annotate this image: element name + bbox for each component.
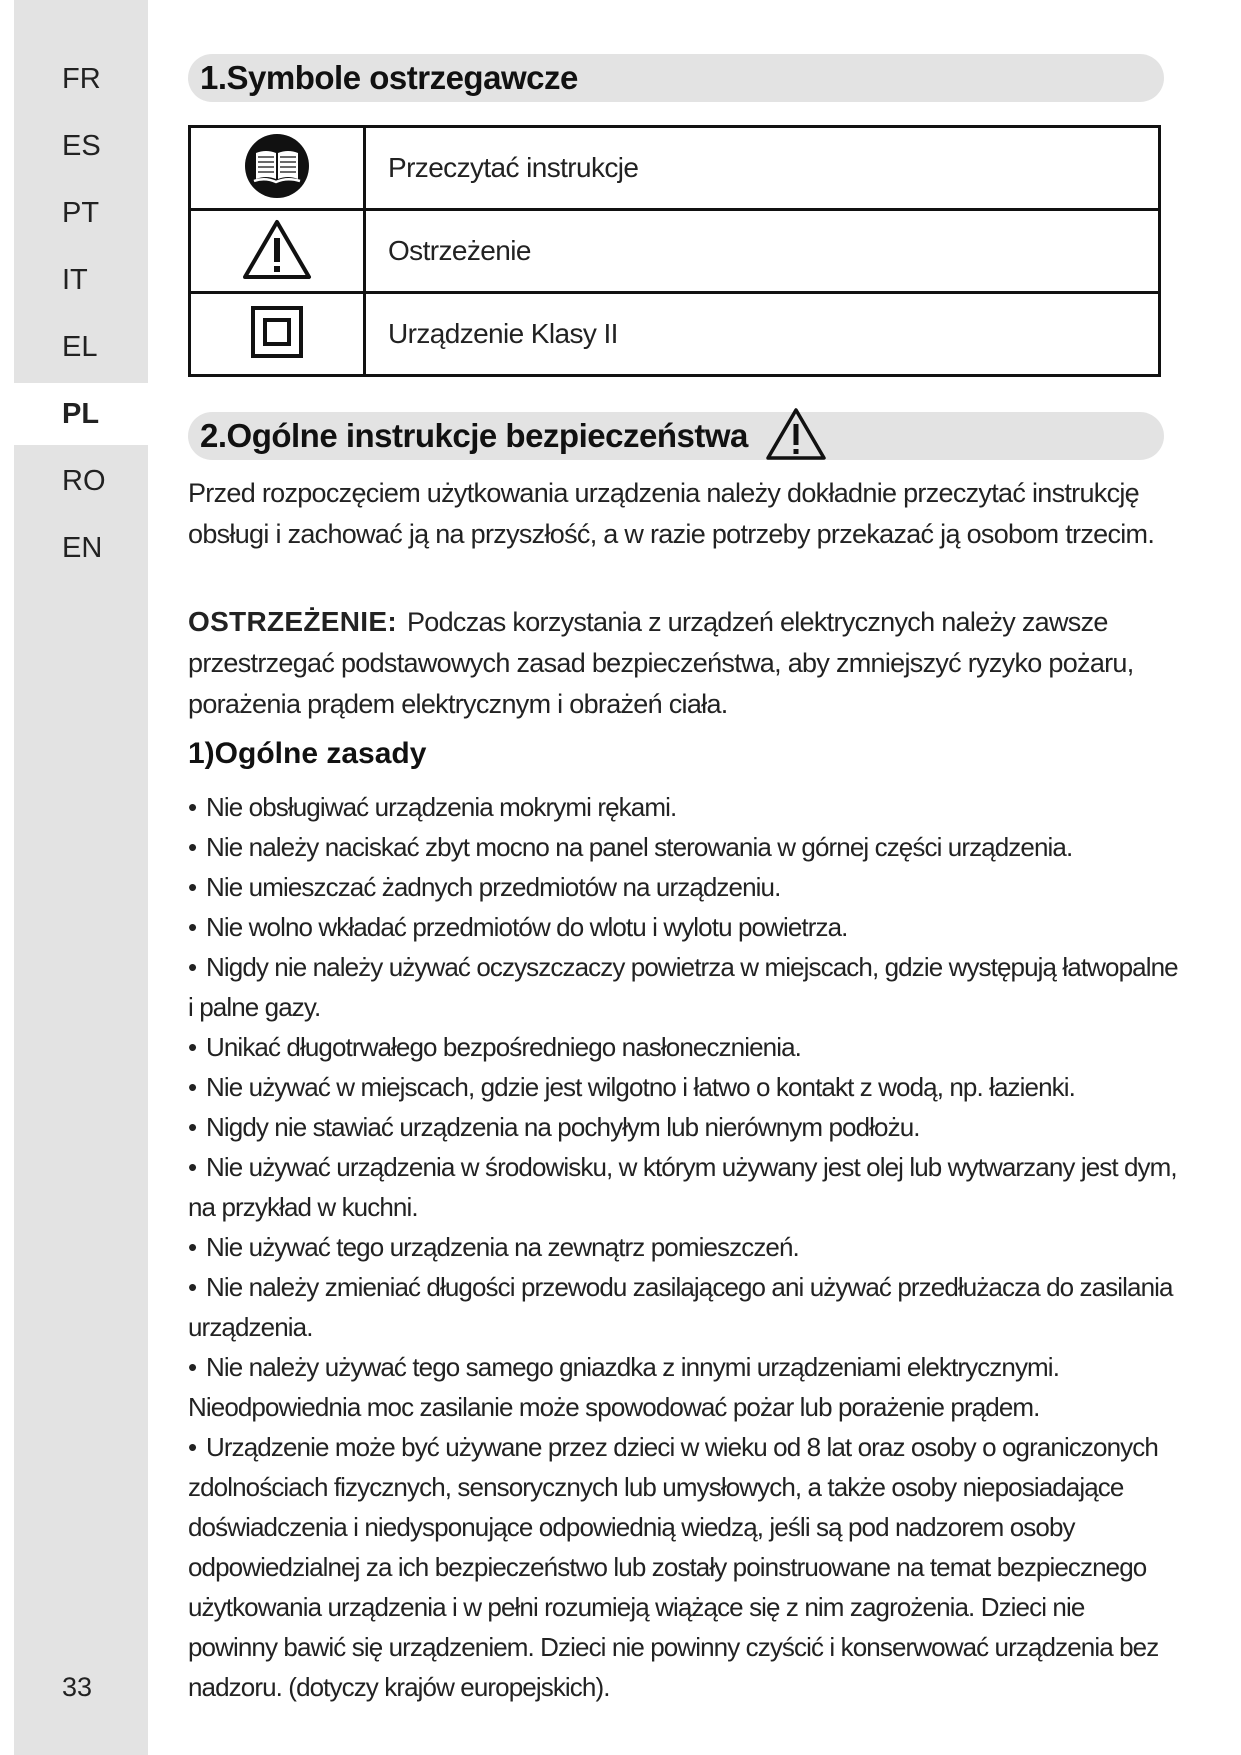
list-item: • Nie należy naciskać zbyt mocno na panel sterowania w górnej części urządzenia. — [188, 832, 1073, 862]
warning-triangle-icon — [765, 407, 827, 461]
page-number: 33 — [62, 1672, 93, 1702]
list-item: • Nie umieszczać żadnych przedmiotów na urządzeniu. — [188, 872, 781, 902]
section2-title: 2.Ogólne instrukcje bezpieczeństwa — [200, 417, 748, 454]
section1-heading — [188, 54, 1164, 102]
symbol-icon-cell — [190, 127, 365, 210]
list-item: • Nie wolno wkładać przedmiotów do wlotu i wylotu powietrza. — [188, 912, 848, 942]
symbol-row-read-instructions — [190, 127, 1160, 210]
symbols-table — [188, 125, 1161, 377]
list-item: • Nie używać urządzenia w środowisku, w którym używany jest olej lub wytwarzany jest dym, na przykład w kuchni. — [188, 1152, 1177, 1222]
section2-heading — [188, 412, 1164, 460]
warning-label: OSTRZEŻENIE: — [188, 606, 397, 637]
intro-paragraph: Przed rozpoczęciem użytkowania urządzenia należy dokładnie przeczytać instrukcję obsługi i zachować ją na przyszłość, a w razie potrzeby przekazać ją osobom trzecim. — [188, 478, 1155, 549]
symbol-label: Urządzenie Klasy II — [365, 293, 1160, 376]
lang-tab-pt[interactable]: PT — [62, 197, 100, 229]
list-item: • Nie używać tego urządzenia na zewnątrz pomieszczeń. — [188, 1232, 799, 1262]
lang-tab-it[interactable]: IT — [62, 264, 88, 296]
class-ii-square-icon — [250, 305, 304, 359]
symbol-icon-cell — [190, 293, 365, 376]
lang-tab-el[interactable]: EL — [62, 331, 98, 363]
section1-title: 1.Symbole ostrzegawcze — [200, 59, 578, 96]
warning-text: Podczas korzystania z urządzeń elektrycznych należy zawsze przestrzegać podstawowych zasad bezpieczeństwa, aby zmniejszyć ryzyko pożaru, porażenia prądem elektrycznym i obrażeń ciała. — [188, 607, 1134, 719]
lang-tab-ro[interactable]: RO — [62, 465, 106, 497]
list-item: • Urządzenie może być używane przez dzieci w wieku od 8 lat oraz osoby o ograniczonych zdolnościach fizycznych, sensorycznych lub umysłowych, a także osoby nieposiadające doświadczenia i niedysponujące odpowiednią wiedzą, jeśli są pod nadzorem osoby odpowiedzialnej za ich bezpieczeństwo lub zostały poinstruowane na temat bezpiecznego użytkowania urządzenia i w pełni rozumieją wiążące się z nim zagrożenia. Dzieci nie powinny bawić się urządzeniem. Dzieci nie powinny czyścić i konserwować urządzenia bez nadzoru. (dotyczy krajów europejskich). — [188, 1432, 1159, 1702]
symbol-icon-cell — [190, 210, 365, 293]
list-item: • Unikać długotrwałego bezpośredniego nasłonecznienia. — [188, 1032, 801, 1062]
lang-tab-pl-active[interactable]: PL — [14, 383, 148, 445]
list-item: • Nigdy nie stawiać urządzenia na pochyłym lub nierównym podłożu. — [188, 1112, 920, 1142]
warning-paragraph — [188, 601, 1178, 725]
list-item: • Nigdy nie należy używać oczyszczaczy powietrza w miejscach, gdzie występują łatwopalne i palne gazy. — [188, 952, 1178, 1022]
warning-triangle-icon — [242, 218, 312, 280]
general-rules-heading: 1)Ogólne zasady — [188, 737, 427, 770]
symbol-row-class-ii — [190, 293, 1160, 376]
list-item: • Nie używać w miejscach, gdzie jest wilgotno i łatwo o kontakt z wodą, np. łazienki. — [188, 1072, 1075, 1102]
language-sidebar — [14, 0, 148, 1755]
symbol-row-warning — [190, 210, 1160, 293]
lang-tab-fr[interactable]: FR — [62, 63, 101, 95]
symbol-label: Ostrzeżenie — [365, 210, 1160, 293]
symbol-label: Przeczytać instrukcje — [365, 127, 1160, 210]
list-item: • Nie należy zmieniać długości przewodu zasilającego ani używać przedłużacza do zasilania urządzenia. — [188, 1272, 1173, 1342]
lang-tab-en[interactable]: EN — [62, 532, 103, 564]
book-icon — [244, 133, 310, 199]
list-item: • Nie należy używać tego samego gniazdka z innymi urządzeniami elektrycznymi. Nieodpowiednia moc zasilanie może spowodować pożar lub porażenie prądem. — [188, 1352, 1060, 1422]
general-rules-list — [188, 787, 1178, 1707]
list-item: • Nie obsługiwać urządzenia mokrymi rękami. — [188, 792, 677, 822]
lang-tab-es[interactable]: ES — [62, 130, 101, 162]
